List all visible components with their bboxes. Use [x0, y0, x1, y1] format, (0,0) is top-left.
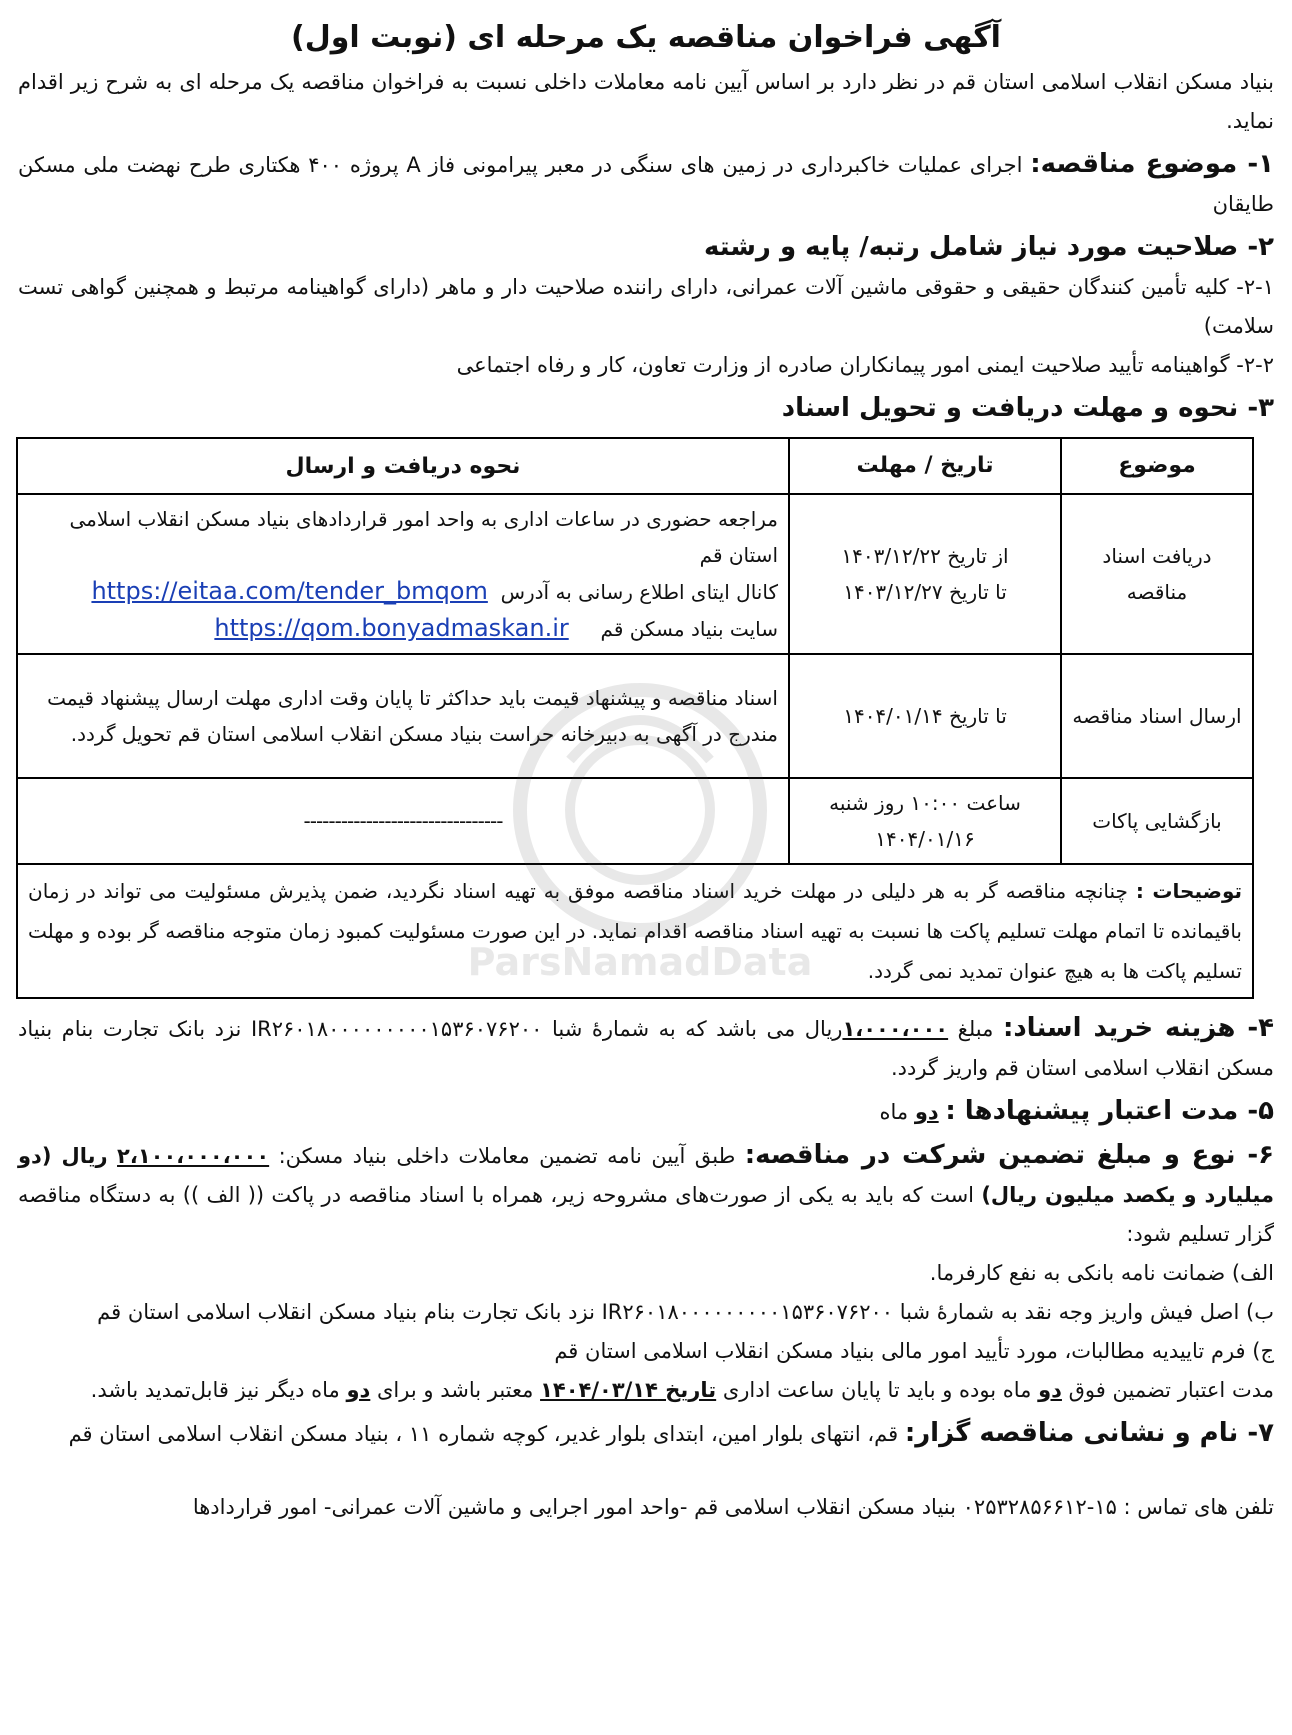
validity-part-1: مدت اعتبار تضمین فوق — [1068, 1378, 1274, 1402]
row3-subject: بازگشایی پاکات — [1061, 778, 1253, 864]
section-6-option-c: ج) فرم تاییدیه مطالبات، مورد تأیید امور مالی بنیاد مسکن انقلاب اسلامی استان قم — [554, 1339, 1274, 1363]
table-header-method: نحوه دریافت و ارسال — [17, 438, 789, 494]
validity-date: تاریخ ۱۴۰۴/۰۳/۱۴ — [540, 1378, 717, 1402]
section-4 — [18, 1009, 1274, 1088]
section-5-unit: ماه — [879, 1100, 909, 1124]
row3-date — [789, 778, 1061, 864]
table-row — [17, 494, 1253, 654]
row1-method-line2 — [28, 573, 778, 610]
row1-date — [789, 494, 1061, 654]
section-2-item-2: ۲-۲- گواهینامه تأیید صلاحیت ایمنی امور پیمانکاران صادره از وزارت تعاون، کار و رفاه اجتماعی — [456, 353, 1274, 377]
section-1-text: اجرای عملیات خاکبرداری در زمین های سنگی در معبر پیرامونی فاز A پروژه ۴۰۰ هکتاری طرح نهضت ملی مسکن طایقان — [18, 153, 1274, 216]
section-5-heading: ۵- مدت اعتبار پیشنهادها : — [945, 1096, 1274, 1126]
section-1-heading: ۱- موضوع مناقصه: — [1030, 149, 1274, 179]
section-2-heading-text: ۲- صلاحیت مورد نیاز شامل رتبه/ پایه و رشته — [703, 232, 1274, 262]
section-6-validity — [18, 1371, 1274, 1410]
section-3-heading — [18, 389, 1274, 429]
row1-date-from: از تاریخ ۱۴۰۳/۱۲/۲۲ — [841, 544, 1009, 568]
eitaa-label: کانال ایتای اطلاع رسانی به آدرس — [500, 580, 778, 604]
row3-dash: -------------------------------- — [303, 809, 503, 833]
table-header-subject: موضوع — [1061, 438, 1253, 494]
row2-subject: ارسال اسناد مناقصه — [1061, 654, 1253, 778]
row3-date-line1: ساعت ۱۰:۰۰ روز شنبه — [829, 791, 1021, 815]
section-1 — [18, 145, 1274, 224]
row1-date-to: تا تاریخ ۱۴۰۳/۱۲/۲۷ — [843, 580, 1007, 604]
table-row — [17, 654, 1253, 778]
row2-method: اسناد مناقصه و پیشنهاد قیمت باید حداکثر تا پایان وقت اداری مهلت ارسال پیشنهاد قیمت مندرج در آگهی به دبیرخانه حراست بنیاد مسکن انقلاب اسلامی استان قم تحویل گردد. — [17, 654, 789, 778]
section-6-option-a: الف) ضمانت نامه بانکی به نفع کارفرما. — [929, 1261, 1274, 1285]
section-3-heading-text: ۳- نحوه و مهلت دریافت و تحویل اسناد — [781, 393, 1274, 423]
watermark-text: ParsNamadData — [467, 940, 813, 984]
tender-notice — [18, 14, 1274, 1527]
section-5-value: دو — [914, 1100, 939, 1124]
row1-method-line3 — [28, 610, 778, 647]
row1-method — [17, 494, 789, 654]
row3-date-line2: ۱۴۰۴/۰۱/۱۶ — [875, 827, 975, 851]
validity-extension: دو — [346, 1378, 371, 1402]
section-6 — [18, 1136, 1274, 1254]
eitaa-link[interactable]: https://eitaa.com/tender_bmqom — [91, 577, 488, 605]
section-6-heading: ۶- نوع و مبلغ تضمین شرکت در مناقصه: — [744, 1140, 1274, 1170]
section-4-heading: ۴- هزینه خرید اسناد: — [1002, 1013, 1274, 1043]
row2-date: تا تاریخ ۱۴۰۴/۰۱/۱۴ — [789, 654, 1061, 778]
validity-part-2: ماه بوده و باید تا پایان ساعت اداری — [722, 1378, 1032, 1402]
table-header-date: تاریخ / مهلت — [789, 438, 1061, 494]
documents-table — [16, 437, 1254, 999]
notes-text: چنانچه مناقصه گر به هر دلیلی در مهلت خرید اسناد مناقصه موفق به تهیه اسناد نگردید، ضمن پذیرش مسئولیت می تواند در زمان باقیمانده تا اتمام مهلت تسلیم پاکت ها نسبت به تهیه اسناد مناقصه اقدام نماید. در این صورت مسئولیت کمبود زمان متوجه مناقصه گر بوده و مهلت تسلیم پاکت ها به هیچ عنوان تمدید نمی گردد. — [28, 879, 1242, 983]
section-4-amount: ۱،۰۰۰،۰۰۰ — [842, 1017, 949, 1041]
section-6-pre: طبق آیین نامه تضمین معاملات داخلی بنیاد مسکن: — [278, 1144, 736, 1168]
section-6-option-b: ب) اصل فیش واریز وجه نقد به شمارهٔ شبا IR۲۶۰۱۸۰۰۰۰۰۰۰۰۰۱۵۳۶۰۷۶۲۰۰ نزد بانک تجارت بنام بنیاد مسکن انقلاب اسلامی استان قم — [97, 1300, 1274, 1324]
section-4-pre: مبلغ — [957, 1017, 994, 1041]
section-7-heading: ۷- نام و نشانی مناقصه گزار: — [904, 1418, 1274, 1448]
contact-line: تلفن های تماس : ۱۵-۰۲۵۳۲۸۵۶۶۱۲ بنیاد مسکن انقلاب اسلامی قم -واحد امور اجرایی و ماشین آلات عمرانی- امور قراردادها — [192, 1495, 1274, 1519]
section-7-text: قم، انتهای بلوار امین، ابتدای بلوار غدیر، کوچه شماره ۱۱ ، بنیاد مسکن انقلاب اسلامی استان قم — [68, 1422, 899, 1446]
row3-method — [17, 778, 789, 864]
section-6-amount-words: ریال (دو میلیارد و یکصد میلیون ریال) — [18, 1144, 1274, 1207]
site-link[interactable]: https://qom.bonyadmaskan.ir — [214, 614, 569, 642]
notes-cell — [17, 864, 1253, 998]
table-header-row — [17, 438, 1253, 494]
table-row — [17, 778, 1253, 864]
section-5 — [18, 1092, 1274, 1132]
section-6-amount: ۲،۱۰۰،۰۰۰،۰۰۰ — [117, 1144, 270, 1168]
site-label: سایت بنیاد مسکن قم — [600, 617, 778, 641]
validity-duration: دو — [1038, 1378, 1062, 1402]
section-6-post: است که باید به یکی از صورت‌های مشروحه زیر، همراه با اسناد مناقصه در پاکت (( الف )) به دستگاه مناقصه گزار تسلیم شود: — [18, 1183, 1274, 1246]
section-2-item-1: ۲-۱- کلیه تأمین کنندگان حقیقی و حقوقی ماشین آلات عمرانی، دارای راننده صلاحیت دار و ماهر (دارای گواهینامه مرتبط و همچنین گواهی تست سلامت) — [18, 275, 1274, 338]
row1-method-line1: مراجعه حضوری در ساعات اداری به واحد امور قراردادهای بنیاد مسکن انقلاب اسلامی استان قم — [69, 507, 778, 567]
notes-label: توضیحات : — [1135, 879, 1242, 903]
section-7 — [18, 1414, 1274, 1454]
page-title: آگهی فراخوان مناقصه یک مرحله ای (نوبت اول) — [291, 20, 1001, 55]
section-2-heading — [18, 228, 1274, 268]
validity-part-3: معتبر باشد و برای — [377, 1378, 534, 1402]
validity-part-4: ماه دیگر نیز قابل‌تمدید باشد. — [90, 1378, 340, 1402]
row1-subject: دریافت اسناد مناقصه — [1061, 494, 1253, 654]
intro-paragraph: بنیاد مسکن انقلاب اسلامی استان قم در نظر دارد بر اساس آیین نامه معاملات داخلی نسبت به فراخوان مناقصه یک مرحله ای به شرح زیر اقدام نماید. — [18, 70, 1274, 133]
notes-row — [17, 864, 1253, 998]
section-4-post: ریال می باشد که به شمارهٔ شبا IR۲۶۰۱۸۰۰۰۰۰۰۰۰۰۱۵۳۶۰۷۶۲۰۰ نزد بانک تجارت بنام بنیاد مسکن انقلاب اسلامی استان قم واریز گردد. — [18, 1017, 1274, 1080]
